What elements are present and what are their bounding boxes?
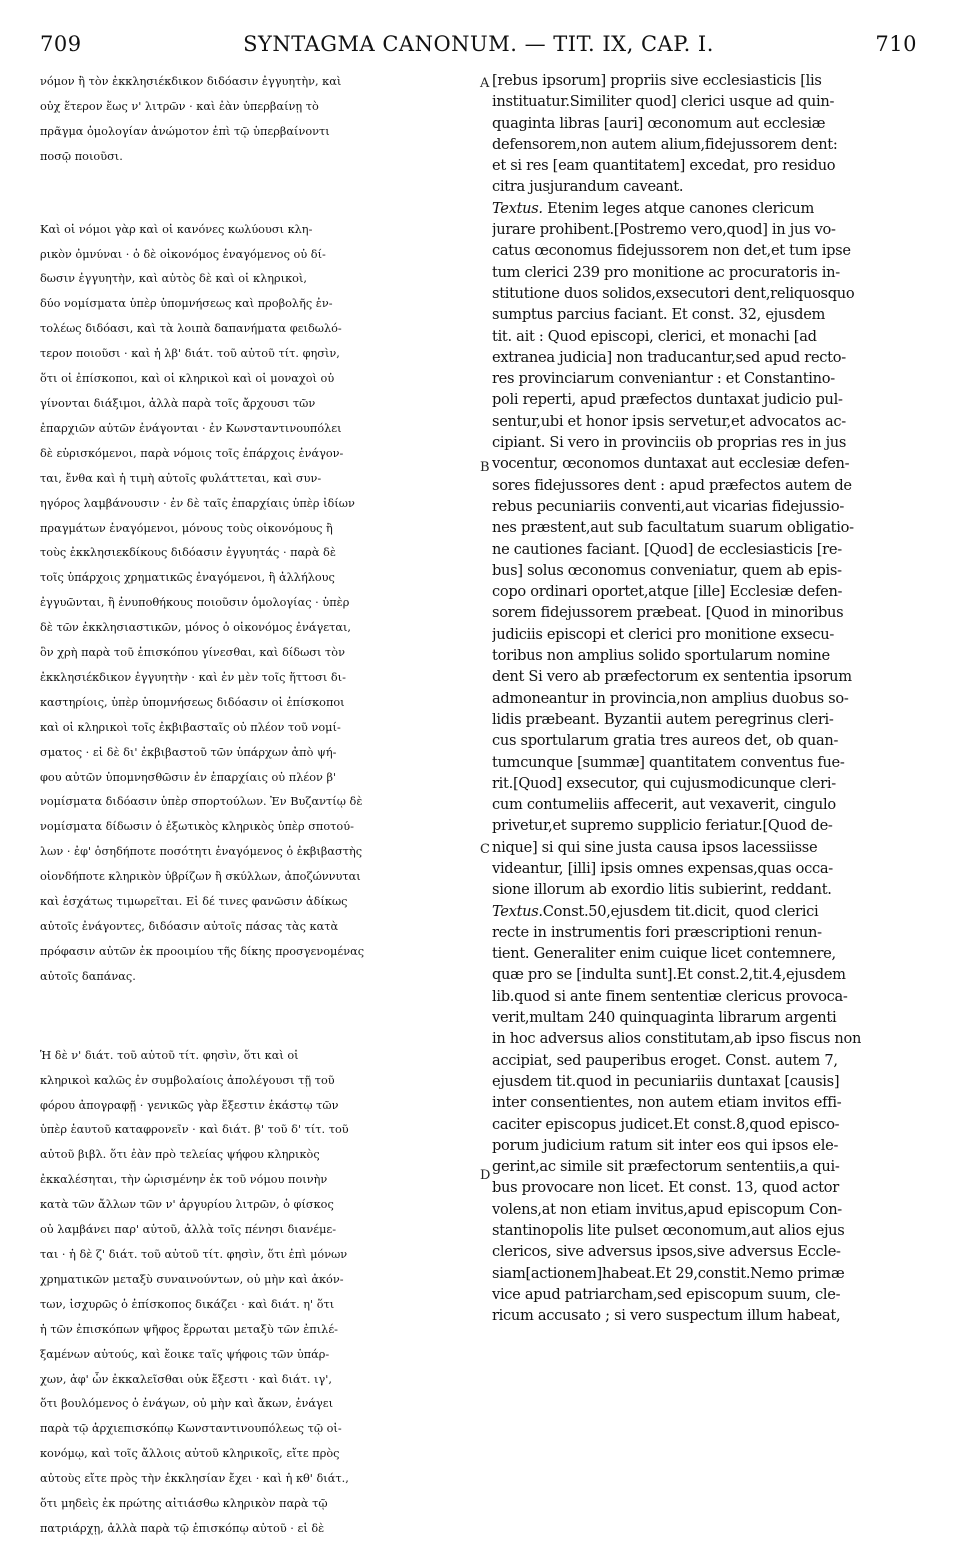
text-line: siam[actionem]habeat.Et 29,constit.Nemo primæ [492,1264,845,1282]
text-line: οἱονδήποτε κληρικὸν ὑβρίζων ἢ σκύλλων, ἀποζώννυται [40,870,361,884]
text-line: [rebus ipsorum] propriis sive ecclesiasticis [lis [492,72,822,89]
text-line: instituatur.Similiter quod] clerici usque ad quin- [492,93,835,111]
text-line: sores fidejussores dent : apud præfectos autem de [492,476,852,494]
page-header [40,32,917,62]
text-line [492,198,924,219]
text-line: ἡ τῶν ἐπισκόπων ψῆφος ἔρρωται μεταξὺ τῶν ἐπιλέ- [40,1322,338,1336]
text-line: ται, ἔνθα καὶ ἡ τιμὴ αὐτοῖς φυλάττεται, καὶ συν- [40,471,322,485]
text-line: καὶ ἐσχάτως τιμωρεῖται. Εἰ δέ τινες φανῶσιν ἀδίκως [40,895,348,909]
text-line: ἐγγυῶνται, ἢ ἐνυποθήκους ποιοῦσιν ὁμολογίας · ὑπὲρ [40,596,350,610]
text-line: ὅτι οἱ ἐπίσκοποι, καὶ οἱ κληρικοὶ καὶ οἱ μοναχοὶ οὐ [40,372,335,386]
text-line: τοῖς ὑπάρχοις χρηματικῶς ἐναγόμενοι, ἢ ἀλλήλους [40,571,335,585]
text-line: νομίσματα δίδωσιν ὁ ἐξωτικὸς κληρικὸς ὑπὲρ σποτού- [40,820,354,834]
text-line: πρόφασιν αὐτῶν ἐκ προοιμίου τῆς δίκης προσγενομένας [40,944,365,958]
textus-label: Textus. [492,199,543,217]
text-line: lib.quod si ante finem sententiæ clericus provoca- [492,987,848,1005]
text-line: Ἡ δὲ ν' διάτ. τοῦ αὐτοῦ τίτ. φησὶν, ὅτι καὶ οἱ [40,1048,299,1062]
text-line: νόμον ἢ τὸν ἐκκλησιέκδικον διδόασιν ἐγγυητὴν, καὶ [40,75,342,88]
text-line: extranea judicia] non traducantur,sed apud recto- [492,348,846,366]
greek-paragraph-3 [40,1044,480,1542]
text-line: ρικὸν ὀμνύναι · ὁ δὲ οἰκονόμος ἐναγόμενος οὐ δί- [40,247,326,261]
text-line: privetur,et supremo supplicio feriatur.[Quod de- [492,817,833,835]
text-line: ὅτι βουλόμενος ὁ ἐνάγων, οὐ μὴν καὶ ἄκων, ἐνάγει [40,1397,334,1411]
text-line: quæ pro se [indulta sunt].Et const.2,tit.4,ejusdem [492,966,846,984]
text-line: volens,at non etiam invitus,apud episcopum Con- [492,1200,842,1218]
latin-paragraph-1 [492,70,924,198]
text-line: παρὰ τῷ ἀρχιεπισκόπῳ Κωνσταντινουπόλεως τῷ οἰ- [40,1422,342,1436]
latin-column [492,70,924,1327]
text-line: πραγμάτων ἐναγόμενοι, μόνους τοὺς οἰκονόμους ἢ [40,521,333,535]
text-line: et si res [eam quantitatem] excedat, pro residuo [492,157,836,175]
text-line: nes præstent,aut sub facultatum suarum obligatio- [492,519,854,537]
text-line: cum contumeliis affecerit, aut vexaverit, cingulo [492,796,836,814]
text-line: ejusdem tit.quod in pecuniariis duntaxat [causis] [492,1072,840,1090]
text-line: inter consentientes, non autem etiam invitos effi- [492,1094,842,1112]
latin-paragraph-3 [492,901,924,1327]
text-line: ἐκκλησιέκδικον ἐγγυητὴν · καὶ ἐν μὲν τοῖς ἥττοσι δι- [40,670,346,684]
greek-paragraph-1 [40,70,480,170]
text-line: δὲ εὑρισκόμενοι, παρὰ νόμοις τοῖς ἐπάρχοις ἐνάγον- [40,446,344,460]
text-line: χρηματικῶν μεταξὺ συναινούντων, οὐ μὴν καὶ ἀκόν- [40,1272,344,1286]
text-line: ἐκκαλέσηται, τὴν ὡρισμένην ἐκ τοῦ νόμου ποινὴν [40,1173,328,1187]
text-line-body: Etenim leges atque canones clericum [542,199,815,217]
text-line: νομίσματα διδόασιν ὑπὲρ σπορτούλων. Ἐν Βυζαντίῳ δὲ [40,795,363,809]
latin-paragraph-2 [492,198,924,901]
text-line: stitutione duos solidos,exsecutori dent,reliquosquo [492,284,855,302]
running-title: SYNTAGMA CANONUM. — TIT. IX, CAP. I. [243,32,714,56]
text-line: sentur,ubi et honor ipsis servetur,et advocatos ac- [492,412,846,430]
margin-marker-a: A [480,76,490,91]
margin-marker-b: B [480,460,490,475]
text-line: vice apud patriarcham,sed episcopum suum, cle- [492,1285,841,1303]
text-line: tum clerici 239 pro monitione ac procuratoris in- [492,263,840,281]
text-line: οὐ λαμβάνει παρ' αὐτοῦ, ἀλλὰ τοῖς πένησι διανέμε- [40,1223,337,1237]
text-line: αὐτοῖς δαπάνας. [40,969,136,983]
text-line: accipiat, sed pauperibus eroget. Const. autem 7, [492,1051,838,1069]
text-line: αὐτοῖς ἐνάγοντες, διδόασιν αὐτοῖς πάσας τὰς κατὰ [40,920,339,933]
text-line: ὅτι μηδεὶς ἐκ πρώτης αἰτιάσθω κληρικὸν παρὰ τῷ [40,1497,328,1511]
text-line: judiciis episcopi et clerici pro monitione exsecu- [492,625,834,643]
text-line: vocentur, œconomos duntaxat aut ecclesiæ defen- [492,455,850,473]
text-line: δὲ τῶν ἐκκλησιαστικῶν, μόνος ὁ οἰκονόμος ἐνάγεται, [40,621,351,635]
text-line: recte in instrumentis fori præscriptioni renun- [492,923,822,941]
text-line: rit.[Quod] exsecutor, qui cujusmodicunque cleri- [492,774,836,792]
text-line: in hoc adversus alios constitutam,ab ipso fiscus non [492,1030,862,1048]
text-line: ηγόρος λαμβάνουσιν · ἐν δὲ ταῖς ἐπαρχίαις ὑπὲρ ἰδίων [40,496,355,510]
text-line: defensorem,non autem alium,fidejussorem dent: [492,135,838,153]
text-line: bus provocare non licet. Et const. 13, quod actor [492,1179,839,1197]
text-line: ποσῷ ποιοῦσι. [40,149,123,163]
text-line: κονόμῳ, καὶ τοῖς ἄλλοις αὐτοῦ κληρικοῖς, εἴτε πρὸς [40,1447,340,1461]
text-line: δωσιν ἐγγυητὴν, καὶ αὐτὸς δὲ καὶ οἱ κληρικοὶ, [40,272,307,286]
text-line: verit,multam 240 quinquaginta librarum argenti [492,1009,837,1027]
text-line: γίνονται διάξιμοι, ἀλλὰ παρὰ τοῖς ἄρχουσι τῶν [40,396,316,410]
text-line: πατριάρχῃ, ἀλλὰ παρὰ τῷ ἐπισκόπῳ αὐτοῦ · εἰ δὲ [40,1521,325,1535]
margin-marker-c: C [480,842,490,857]
text-line: καστηρίοις, ὑπὲρ ὑπομνήσεως διδόασιν οἱ ἐπίσκοποι [40,695,345,709]
text-line: πρᾶγμα ὁμολογίαν ἀνώμοτον ἐπὶ τῷ ὑπερβαίνοντι [40,124,330,138]
text-line: caciter episcopus judicet.Et const.8,quod episco- [492,1115,840,1133]
text-line: χων, ἀφ' ὧν ἐκκαλεῖσθαι οὐκ ἔξεστι · καὶ διάτ. ιγ', [40,1372,332,1386]
text-line: φου αὐτῶν ὑπομνησθῶσιν ἐν ἐπαρχίαις οὐ πλέον β' [40,770,337,784]
text-line: ὃν χρὴ παρὰ τοῦ ἐπισκόπου γίνεσθαι, καὶ δίδωσι τὸν [40,646,345,660]
text-line: videantur, [illi] ipsis omnes expensas,quas occa- [492,859,833,877]
text-line: οὐχ ἕτερον ἕως ν' λιτρῶν · καὶ ἐὰν ὑπερβαίνῃ τὸ [40,99,319,113]
text-line: καὶ οἱ κληρικοὶ τοῖς ἐκβιβασταῖς οὐ πλέον τοῦ νομί- [40,720,341,734]
text-line: admoneantur in provincia,non amplius duobus so- [492,689,849,707]
text-line: τολέως διδόασι, καὶ τὰ λοιπὰ δαπανήματα φειδωλό- [40,322,342,336]
page-number-right: 710 [875,32,917,56]
text-line: ξαμένων αὐτούς, καὶ ἔοικε ταῖς ψήφοις τῶν ὑπάρ- [40,1347,330,1361]
text-line: lidis præbeant. Byzantii autem peregrinus cleri- [492,710,834,728]
text-line: αὐτοῦ βιβλ. ὅτι ἐὰν πρὸ τελείας ψήφου κληρικὸς [40,1148,320,1162]
text-line: stantinopolis lite pulset œconomum,aut alios ejus [492,1222,845,1240]
text-line: res provinciarum conveniantur : et Constantino- [492,370,835,388]
text-line: sione illorum ab exordio litis subierint, reddant. [492,881,832,899]
text-line: sumptus parcius faciant. Et const. 32, ejusdem [492,306,826,324]
text-line: citra jusjurandum caveant. [492,178,684,196]
text-line: jurare prohibent.[Postremo vero,quod] in jus vo- [492,221,836,239]
text-line: rebus pecuniariis conventi,aut vicarias fidejussio- [492,497,844,515]
text-line: cus sportularum gratia tres aureos det, ob quan- [492,732,839,750]
text-line: tumcunque [summæ] quantitatem conventus fue- [492,753,845,771]
text-line: σματος · εἰ δὲ δι' ἐκβιβαστοῦ τῶν ὑπάρχων ἀπὸ ψή- [40,745,337,759]
text-line: κληρικοὶ καλῶς ἐν συμβολαίοις ἀπολέγουσι τῇ τοῦ [40,1073,335,1087]
margin-marker-d: D [480,1168,491,1183]
text-line: ὑπὲρ ἑαυτοῦ καταφρονεῖν · καὶ διάτ. β' τοῦ δ' τίτ. τοῦ [40,1123,349,1137]
text-line: quaginta libras [auri] œconomum aut ecclesiæ [492,114,826,132]
text-line: sorem fidejussorem præbeat. [Quod in minoribus [492,604,844,622]
text-line: τοὺς ἐκκλησιεκδίκους διδόασιν ἐγγυητάς · παρὰ δὲ [40,546,336,560]
text-line [492,901,924,922]
text-line: τερον ποιοῦσι · καὶ ἡ λβ' διάτ. τοῦ αὐτοῦ τίτ. φησὶν, [40,347,340,361]
text-line: dent Si vero ab præfectorum ex sententia ipsorum [492,668,852,686]
text-line: tit. ait : Quod episcopi, clerici, et monachi [ad [492,327,817,345]
text-line: porum judicium ratum sit inter eos qui ipsos ele- [492,1136,839,1154]
greek-column [40,70,480,1542]
text-line: φόρου ἀπογραφῇ · γενικῶς γὰρ ἔξεστιν ἑκάστῳ τῶν [40,1098,339,1112]
text-line: tient. Generaliter enim cuique licet contemnere, [492,945,836,963]
text-line: toribus non amplius solido sportularum nomine [492,647,830,665]
text-line: κατὰ τῶν ἄλλων τῶν ν' ἀργυρίου λιτρῶν, ὁ φίσκος [40,1198,334,1212]
text-line: ται · ἡ δὲ ζ' διάτ. τοῦ αὐτοῦ τίτ. φησὶν, ὅτι ἐπὶ μόνων [40,1247,348,1261]
text-line: gerint,ac simile sit præfectorum sententiis,a qui- [492,1158,840,1176]
text-line: ricum accusato ; si vero suspectum illum habeat, [492,1307,841,1325]
text-line: ne cautiones faciant. [Quod] de ecclesiasticis [re- [492,540,842,558]
greek-paragraph-2 [40,218,480,990]
text-line: poli reperti, apud præfectos duntaxat judicio pul- [492,391,843,409]
text-line: λων · ἐφ' ὁσηδήποτε ποσότητι ἐναγόμενος ὁ ἐκβιβαστὴς [40,845,363,859]
text-line: αὐτοὺς εἴτε πρὸς τὴν ἐκκλησίαν ἔχει · καὶ ἡ κθ' διάτ., [40,1472,349,1486]
text-line: catus œconomus fidejussorem non det,et tum ipse [492,242,851,260]
page-number-left: 709 [40,32,82,56]
text-line: nique] si qui sine justa causa ipsos lacessiisse [492,838,818,856]
text-line: copo ordinari oportet,atque [ille] Ecclesiæ defen- [492,583,843,601]
text-line: Καὶ οἱ νόμοι γὰρ καὶ οἱ κανόνες κωλύουσι κλη- [40,222,313,236]
text-line: δύο νομίσματα ὑπὲρ ὑπομνήσεως καὶ προβολῆς ἐν- [40,297,333,311]
text-line: cipiant. Si vero in provinciis ob proprias res in jus [492,434,847,452]
textus-label: Textus. [492,902,543,920]
text-line: των, ἰσχυρῶς ὁ ἐπίσκοπος δικάζει · καὶ διάτ. η' ὅτι [40,1297,335,1311]
text-line: ἐπαρχιῶν αὐτῶν ἐνάγονται · ἐν Κωνσταντινουπόλει [40,421,342,435]
text-line-body: Const.50,ejusdem tit.dicit, quod clerici [542,902,819,920]
text-line: bus] solus œconomus conveniatur, quem ab epis- [492,561,842,579]
text-line: clericos, sive adversus ipsos,sive adversus Eccle- [492,1243,841,1261]
